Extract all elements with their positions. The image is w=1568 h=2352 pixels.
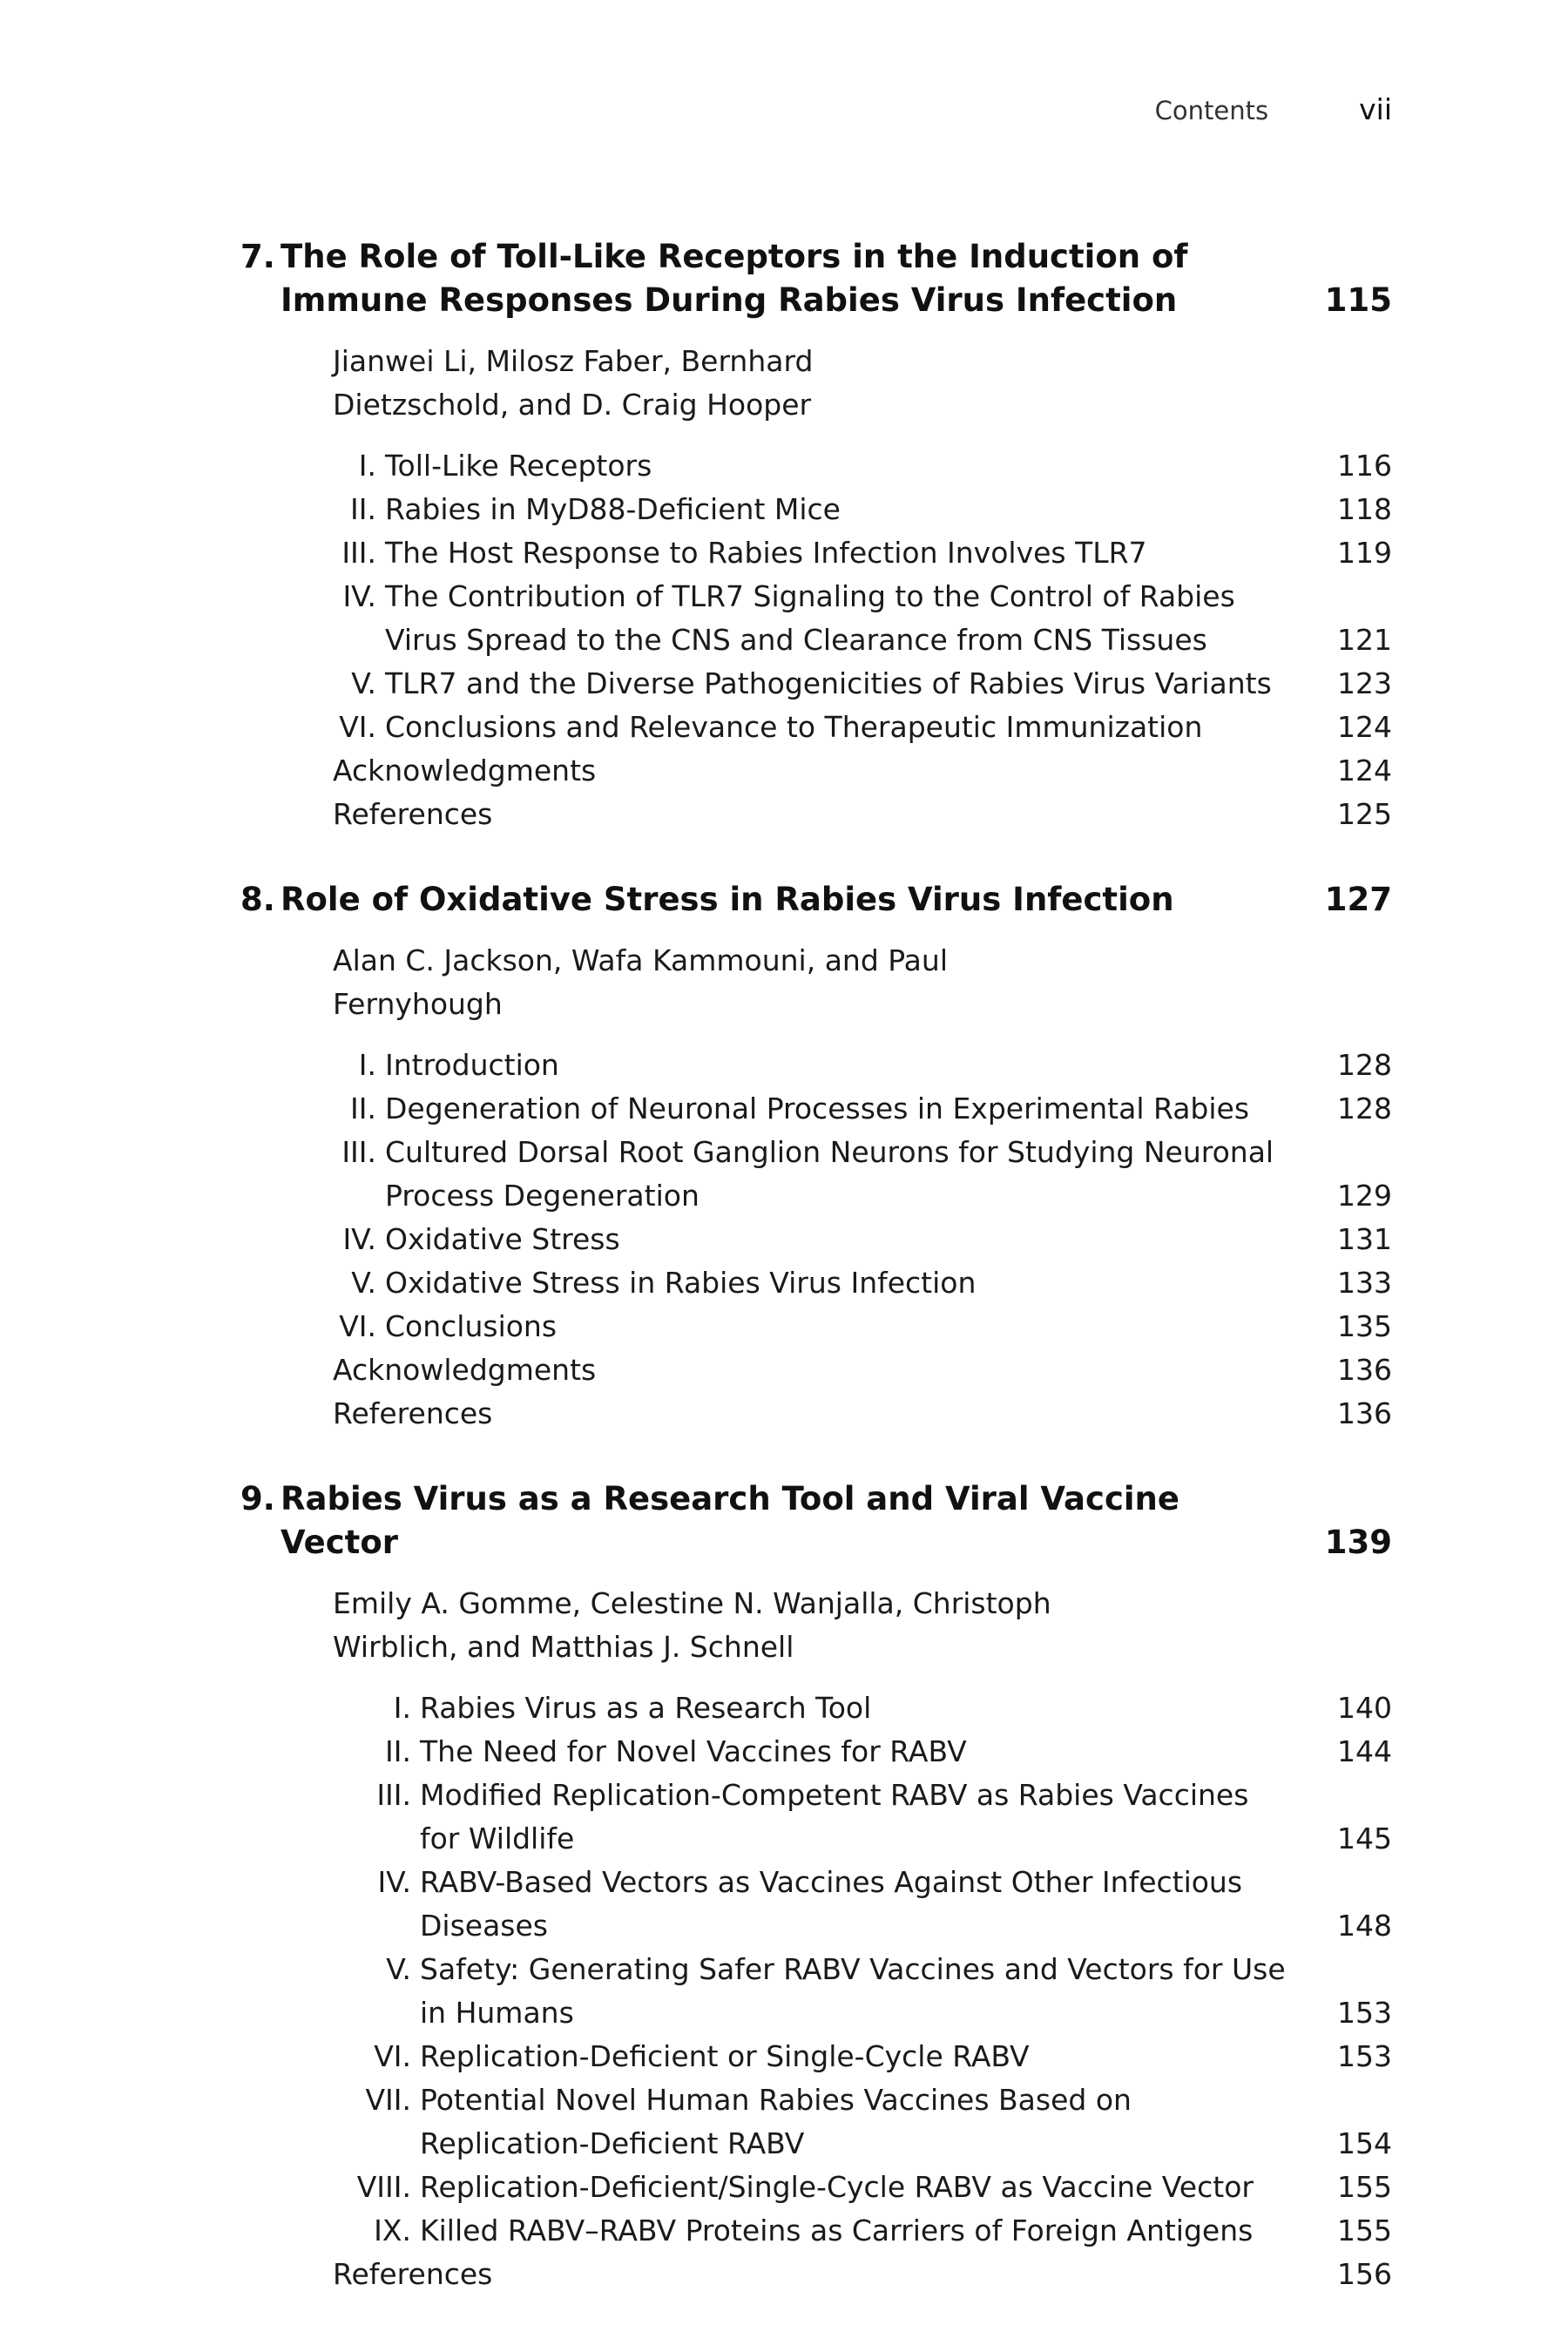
toc-section-entry — [240, 531, 1392, 575]
chapter-entry — [240, 878, 1392, 1436]
section-title: Acknowledgments — [333, 754, 597, 787]
section-numeral: VI. — [339, 1309, 376, 1343]
section-page-number: 153 — [1337, 1996, 1392, 2030]
chapter-page-number: 127 — [1324, 881, 1392, 918]
chapter-heading — [240, 878, 1392, 922]
chapter-entry — [240, 1477, 1392, 2296]
section-numeral: V. — [351, 666, 376, 700]
chapter-authors: Alan C. Jackson, Wafa Kammouni, and Paul Fernyhough — [333, 943, 948, 1021]
section-page-number: 135 — [1337, 1309, 1392, 1343]
section-list — [240, 1044, 1392, 1436]
chapter-heading — [240, 1477, 1392, 1565]
section-title: Introduction — [385, 1048, 559, 1082]
toc-section-entry — [240, 488, 1392, 531]
chapter-title: Role of Oxidative Stress in Rabies Virus Infection — [280, 881, 1174, 918]
section-title: Conclusions and Relevance to Therapeutic Immunization — [385, 710, 1203, 744]
section-numeral: II. — [350, 492, 376, 526]
toc-section-entry — [240, 1686, 1392, 1730]
section-numeral: IV. — [377, 1865, 411, 1899]
section-title: RABV-Based Vectors as Vaccines Against Other Infectious Diseases — [420, 1865, 1243, 1943]
running-head-page-number: vii — [1359, 92, 1392, 126]
section-page-number: 140 — [1337, 1691, 1392, 1725]
section-page-number: 148 — [1337, 1909, 1392, 1943]
section-title: Safety: Generating Safer RABV Vaccines and Vectors for Use in Humans — [420, 1952, 1286, 2030]
section-numeral: III. — [341, 536, 376, 570]
toc-section-entry — [240, 2209, 1392, 2253]
section-title: The Need for Novel Vaccines for RABV — [420, 1734, 967, 1768]
toc-section-entry — [240, 1044, 1392, 1087]
section-title: Killed RABV–RABV Proteins as Carriers of Foreign Antigens — [420, 2213, 1254, 2247]
toc-section-entry — [240, 1730, 1392, 1774]
section-title: Replication-Deficient/Single-Cycle RABV as Vaccine Vector — [420, 2170, 1254, 2204]
section-page-number: 155 — [1337, 2170, 1392, 2204]
toc-section-entry — [240, 749, 1392, 793]
section-page-number: 144 — [1337, 1734, 1392, 1768]
toc-section-entry — [240, 2253, 1392, 2296]
section-page-number: 121 — [1337, 623, 1392, 657]
toc-section-entry — [240, 1131, 1392, 1218]
section-title: The Host Response to Rabies Infection Involves TLR7 — [385, 536, 1147, 570]
toc-section-entry — [240, 2166, 1392, 2209]
toc-section-entry — [240, 1305, 1392, 1348]
toc-section-entry — [240, 2035, 1392, 2078]
chapter-authors: Emily A. Gomme, Celestine N. Wanjalla, Christoph Wirblich, and Matthias J. Schnell — [333, 1586, 1051, 1664]
section-numeral: IV. — [342, 579, 376, 613]
chapter-title: Rabies Virus as a Research Tool and Viral Vaccine Vector — [280, 1480, 1179, 1561]
toc-section-entry — [240, 1861, 1392, 1948]
toc-section-entry — [240, 1218, 1392, 1261]
section-title: Acknowledgments — [333, 1353, 597, 1387]
section-list — [240, 444, 1392, 836]
section-title: Rabies Virus as a Research Tool — [420, 1691, 872, 1725]
section-title: Toll-Like Receptors — [385, 449, 652, 483]
section-title: References — [333, 2257, 493, 2291]
toc-section-entry — [240, 1392, 1392, 1436]
section-numeral: VI. — [374, 2039, 411, 2073]
section-numeral: VIII. — [356, 2170, 411, 2204]
section-numeral: II. — [350, 1092, 376, 1125]
section-page-number: 118 — [1337, 492, 1392, 526]
chapter-number: 9. — [240, 1480, 275, 1517]
toc-section-entry — [240, 1348, 1392, 1392]
section-page-number: 145 — [1337, 1821, 1392, 1855]
section-page-number: 125 — [1337, 797, 1392, 831]
section-page-number: 155 — [1337, 2213, 1392, 2247]
chapter-number: 8. — [240, 881, 275, 918]
section-title: Oxidative Stress in Rabies Virus Infection — [385, 1266, 977, 1300]
toc-section-entry — [240, 1774, 1392, 1861]
section-page-number: 124 — [1337, 754, 1392, 787]
table-of-contents — [240, 235, 1392, 2296]
section-page-number: 129 — [1337, 1179, 1392, 1213]
section-numeral: V. — [351, 1266, 376, 1300]
chapter-page-number: 139 — [1324, 1524, 1392, 1561]
section-title: Potential Novel Human Rabies Vaccines Based on Replication-Deficient RABV — [420, 2083, 1132, 2160]
toc-section-entry — [240, 662, 1392, 706]
section-numeral: I. — [358, 449, 376, 483]
section-title: The Contribution of TLR7 Signaling to the Control of Rabies Virus Spread to the CNS and Clearance from CNS Tissues — [385, 579, 1235, 657]
section-title: Conclusions — [385, 1309, 558, 1343]
section-page-number: 133 — [1337, 1266, 1392, 1300]
toc-section-entry — [240, 1261, 1392, 1305]
section-numeral: III. — [376, 1778, 411, 1812]
running-head-label: Contents — [1154, 96, 1269, 125]
section-title: Modified Replication-Competent RABV as Rabies Vaccines for Wildlife — [420, 1778, 1249, 1855]
section-page-number: 128 — [1337, 1092, 1392, 1125]
chapter-number: 7. — [240, 238, 275, 275]
section-title: Replication-Deficient or Single-Cycle RABV — [420, 2039, 1030, 2073]
toc-section-entry — [240, 1087, 1392, 1131]
section-numeral: VII. — [365, 2083, 411, 2117]
section-numeral: II. — [385, 1734, 411, 1768]
chapter-entry — [240, 235, 1392, 836]
section-numeral: I. — [358, 1048, 376, 1082]
toc-section-entry — [240, 793, 1392, 836]
section-numeral: VI. — [339, 710, 376, 744]
section-numeral: I. — [393, 1691, 411, 1725]
section-page-number: 128 — [1337, 1048, 1392, 1082]
chapter-authors: Jianwei Li, Milosz Faber, Bernhard Dietzschold, and D. Craig Hooper — [333, 344, 814, 422]
toc-section-entry — [240, 575, 1392, 662]
section-page-number: 116 — [1337, 449, 1392, 483]
section-title: References — [333, 797, 493, 831]
chapter-heading — [240, 235, 1392, 322]
section-title: Degeneration of Neuronal Processes in Experimental Rabies — [385, 1092, 1250, 1125]
chapter-title: The Role of Toll-Like Receptors in the Induction of Immune Responses During Rabies Virus Infection — [280, 238, 1188, 319]
section-page-number: 156 — [1337, 2257, 1392, 2291]
section-page-number: 136 — [1337, 1353, 1392, 1387]
chapter-page-number: 115 — [1324, 281, 1392, 319]
section-page-number: 153 — [1337, 2039, 1392, 2073]
section-page-number: 136 — [1337, 1396, 1392, 1430]
section-numeral: V. — [386, 1952, 411, 1986]
section-page-number: 131 — [1337, 1222, 1392, 1256]
section-page-number: 123 — [1337, 666, 1392, 700]
section-title: Rabies in MyD88-Deficient Mice — [385, 492, 841, 526]
section-numeral: III. — [341, 1135, 376, 1169]
section-numeral: IV. — [342, 1222, 376, 1256]
toc-section-entry — [240, 444, 1392, 488]
running-head — [782, 92, 1392, 126]
toc-section-entry — [240, 2078, 1392, 2166]
section-title: References — [333, 1396, 493, 1430]
section-numeral: IX. — [374, 2213, 411, 2247]
toc-section-entry — [240, 706, 1392, 749]
toc-section-entry — [240, 1948, 1392, 2035]
section-title: Cultured Dorsal Root Ganglion Neurons for Studying Neuronal Process Degeneration — [385, 1135, 1274, 1213]
section-title: TLR7 and the Diverse Pathogenicities of Rabies Virus Variants — [385, 666, 1272, 700]
section-page-number: 124 — [1337, 710, 1392, 744]
section-list — [240, 1686, 1392, 2296]
section-title: Oxidative Stress — [385, 1222, 620, 1256]
section-page-number: 119 — [1337, 536, 1392, 570]
section-page-number: 154 — [1337, 2126, 1392, 2160]
